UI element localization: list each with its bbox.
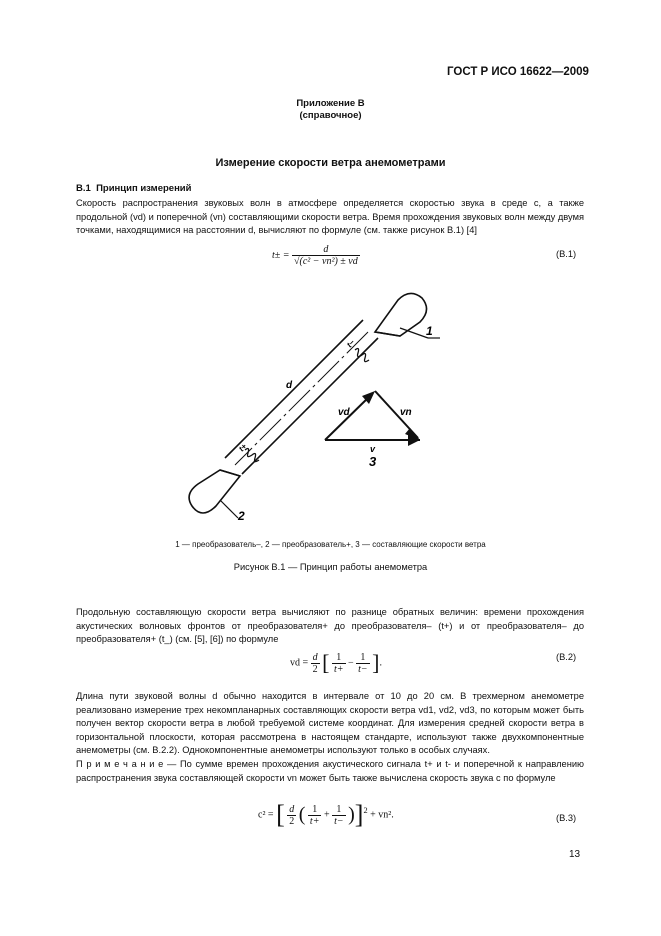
sound-path-upper (225, 320, 363, 458)
figure-legend: 1 — преобразователь–, 2 — преобразователь+, 3 — составляющие скорости ветра (175, 540, 486, 549)
section-number: В.1 (76, 183, 91, 194)
eq3-b2: 1 (332, 804, 346, 816)
label-vn: vn (400, 407, 412, 418)
section-heading (76, 183, 192, 194)
label-d: d (286, 380, 293, 391)
appendix-subtitle: (справочное) (299, 110, 362, 121)
eq2-number: (В.2) (556, 652, 577, 662)
eq1-denominator: √(c² − vn²) ± vd (294, 256, 358, 267)
eq3-tail: + vn². (370, 809, 394, 821)
label-t-minus: t− (345, 337, 357, 350)
page-number: 13 (569, 849, 581, 860)
label-t-plus: t+ (237, 441, 249, 454)
paragraph-1: Скорость распространения звуковых волн в атмосфере определяется скоростью звука в среде c, а также продольной (vd) и поперечной (vn) составляющими скорости ветра. Время прохождения звуковых волн между двумя точками, находящимися на расстоянии d, вычисляют по формуле (см. также рисунок В.1) [4] (76, 198, 584, 235)
eq2-b2: 1 (356, 652, 370, 664)
standard-designation: ГОСТ Р ИСО 16622—2009 (447, 66, 589, 78)
eq2-b2d: t− (358, 663, 368, 675)
eq3-lhs: c² = (258, 809, 274, 821)
figure-caption: Рисунок В.1 — Принцип работы анемометра (233, 562, 428, 572)
eq2-b1d: t+ (333, 663, 344, 675)
eq1-numerator: d (292, 244, 360, 256)
eq2-den: 2 (312, 663, 318, 675)
paragraph-2: Продольную составляющую скорости ветра вычисляют по разнице обратных величин: времени прохождения акустических волновых фронтов от преобразователя+ до преобразователя– (t+) и от преобразователя– до преобразователя+ (t_) (см. [5], [6]) по формуле (76, 607, 584, 644)
eq3-b1d: t+ (309, 815, 320, 827)
equation-1 (272, 244, 360, 267)
eq3-b1: 1 (308, 804, 322, 816)
eq2-num: d (312, 651, 318, 663)
label-3: 3 (369, 454, 377, 469)
label-2: 2 (238, 509, 245, 523)
eq1-fraction (292, 244, 360, 267)
equation-3: c² = [ $\frac{d}{2}$ ( $\frac{1}{t+}$ + $\frac{1}{t-}$ )]$^2$ + vn². (258, 800, 394, 829)
eq1-lhs: t± = (272, 250, 290, 261)
eq2-b1: 1 (332, 652, 346, 664)
equation-2: vd = $\frac{d}{2}$ [ $\frac{1}{t+}$ − $\frac{1}{t-}$ ]. (290, 650, 382, 675)
paragraph-3: Длина пути звуковой волны d обычно находится в интервале от 10 до 20 см. В трехмерном анемометре реализовано измерение трех некомпланарных составляющих скорости ветра vd1, vd2, vd3, по которым может быть получен вектор скорости ветра в любой требуемой системе координат. Для измерения средней скорости ветра в горизонтальной плоскости, которая рассмотрена в настоящем стандарте, используют также двухкомпонентные анемометры (см. В.2.2). Однокомпонентные анемометры используют только в особых случаях. (76, 691, 584, 755)
sound-path-lower (242, 338, 378, 474)
eq3-den: 2 (289, 815, 295, 827)
transducer-2 (189, 470, 240, 513)
velocity-triangle (325, 391, 420, 446)
eq1-number: (В.1) (556, 249, 577, 259)
note-paragraph: П р и м е ч а н и е — По сумме времен прохождения акустического сигнала t+ и t- и поперечной к направлению распространения звука составляющей скорости vn может быть также вычислена скорость звука c по формуле (76, 759, 584, 783)
eq3-num: d (289, 803, 295, 815)
main-title: Измерение скорости ветра анемометрами (215, 157, 446, 169)
appendix-title: Приложение В (296, 98, 365, 109)
label-1: 1 (426, 324, 433, 338)
eq3-number: (В.3) (556, 813, 577, 823)
eq3-b2d: t− (334, 815, 344, 827)
section-title: Принцип измерений (96, 183, 192, 194)
label-v: v (370, 444, 376, 454)
transducer-1 (375, 293, 427, 336)
sound-path-center (235, 332, 368, 465)
label-vd: vd (338, 407, 350, 418)
eq2-lhs: vd = (290, 657, 309, 669)
anemometer-figure (180, 280, 450, 530)
